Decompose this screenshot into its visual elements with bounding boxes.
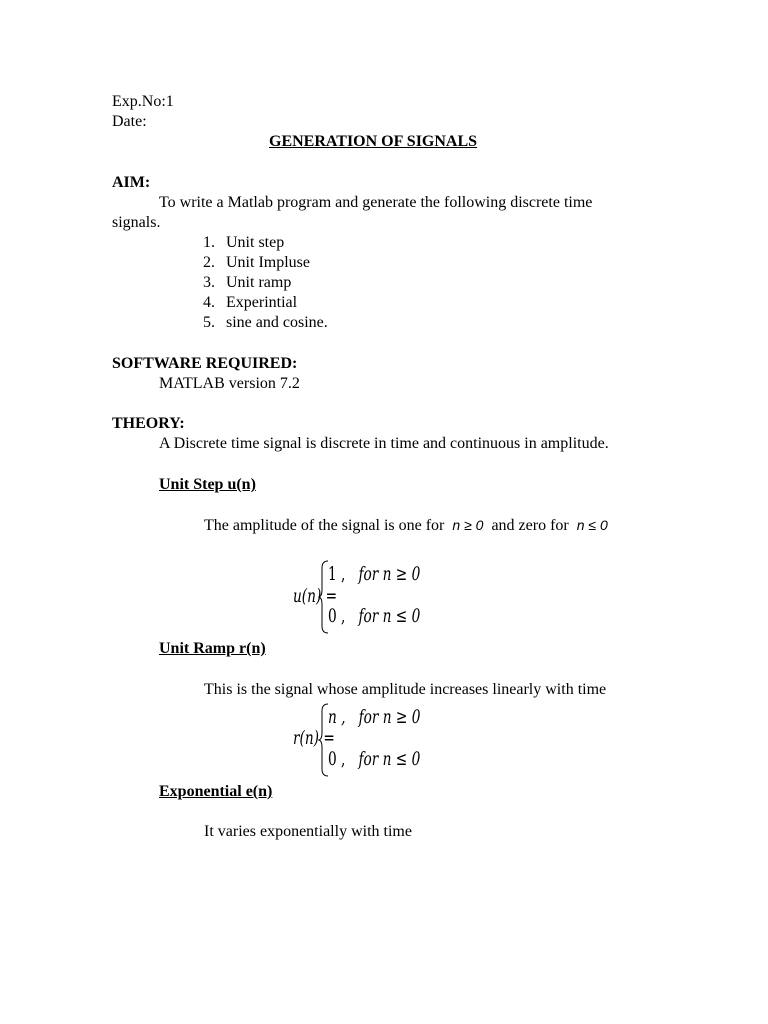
date-label: Date: [112, 113, 147, 130]
list-text: Unit ramp [226, 274, 292, 291]
list-item [203, 293, 298, 313]
aim-heading: AIM: [112, 174, 151, 191]
list-item [203, 233, 285, 253]
unit-step-heading: Unit Step u(n) [159, 476, 256, 493]
software-heading: SOFTWARE REQUIRED: [112, 355, 298, 372]
page-title: GENERATION OF SIGNALS [269, 133, 478, 150]
list-number: 2. [203, 254, 215, 271]
unit-step-case-2: 0 , for n ≤ 0 [328, 605, 421, 627]
aim-text-line2: signals. [112, 214, 161, 231]
unit-ramp-heading: Unit Ramp r(n) [159, 640, 266, 657]
list-text: Experintial [226, 294, 298, 311]
unit-step-desc-text-a: The amplitude of the signal is one for [204, 517, 445, 534]
unit-ramp-lhs: r(n) = [293, 727, 335, 749]
unit-ramp-description: This is the signal whose amplitude increases linearly with time [204, 681, 607, 698]
unit-step-cond-ge: n ≥ 0 [452, 517, 484, 533]
theory-text: A Discrete time signal is discrete in time and continuous in amplitude. [159, 435, 609, 452]
list-item [203, 253, 310, 273]
list-text: Unit Impluse [226, 254, 310, 271]
unit-step-desc-text-b: and zero for [491, 517, 569, 534]
list-text: Unit step [226, 234, 285, 251]
list-number: 4. [203, 294, 215, 311]
exp-number: Exp.No:1 [112, 93, 174, 110]
exponential-heading: Exponential e(n) [159, 783, 273, 800]
list-item [203, 273, 292, 293]
unit-ramp-case-2: 0 , for n ≤ 0 [328, 748, 421, 770]
unit-step-lhs: u(n) = [293, 585, 338, 607]
exponential-description: It varies exponentially with time [204, 823, 412, 840]
unit-step-case-1: 1 , for n ≥ 0 [328, 563, 421, 585]
unit-step-cond-le: n ≤ 0 [576, 517, 608, 533]
aim-text-line1: To write a Matlab program and generate the following discrete time [159, 194, 593, 211]
list-number: 3. [203, 274, 215, 291]
software-text: MATLAB version 7.2 [159, 375, 300, 392]
list-number: 5. [203, 314, 215, 331]
list-number: 1. [203, 234, 215, 251]
unit-step-description [204, 515, 608, 536]
theory-heading: THEORY: [112, 415, 185, 432]
unit-ramp-case-1: n , for n ≥ 0 [328, 706, 421, 728]
list-text: sine and cosine. [226, 314, 328, 331]
list-item [203, 313, 328, 333]
